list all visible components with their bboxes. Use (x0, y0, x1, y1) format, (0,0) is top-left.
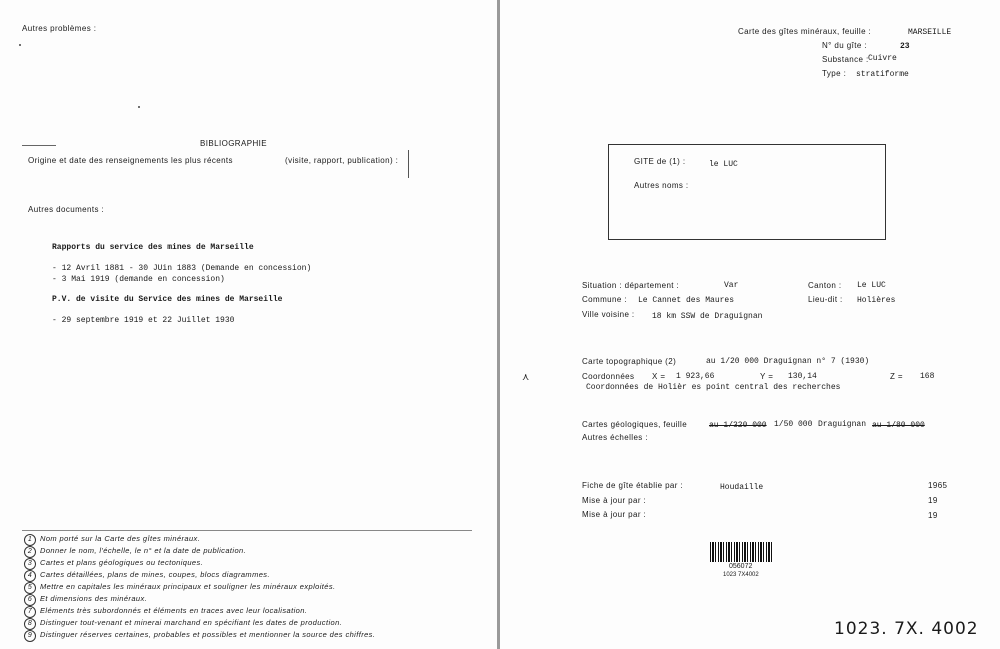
coordonnees-label: Coordonnées (582, 372, 635, 381)
gite-de-value: le LUC (709, 160, 738, 169)
y-label: Y = (760, 372, 774, 381)
mise-a-jour-year: 19 (928, 496, 938, 505)
z-label: Z = (890, 372, 903, 381)
lieu-dit-value: Holières (857, 296, 896, 305)
gite-number-value: 23 (900, 42, 910, 51)
heading-rule (22, 145, 56, 146)
ville-voisine-label: Ville voisine : (582, 310, 635, 319)
z-value: 168 (920, 372, 935, 381)
ref-line: Rapports du service des mines de Marseille (52, 243, 254, 252)
carte-feuille-label: Carte des gîtes minéraux, feuille : (738, 27, 872, 36)
footnote: 5 Mettre en capitales les minéraux principaux et souligner les minéraux exploités. (24, 582, 335, 594)
fiche-label: Fiche de gîte établie par : (582, 481, 684, 490)
page-fold (497, 0, 500, 649)
footnote: 4 Cartes détaillées, plans de mines, coupes, blocs diagrammes. (24, 570, 270, 582)
commune-label: Commune : (582, 295, 627, 304)
situation-label: Situation : département : (582, 281, 680, 290)
ref-line: - 12 Avril 1881 - 30 JUin 1883 (Demande en concession) (52, 264, 312, 273)
handwritten-reference: 1023. 7X. 4002 (834, 619, 979, 639)
type-label: Type : (822, 69, 847, 78)
ink-dot (19, 44, 21, 46)
cartes-geo-value2: Draguignan (818, 420, 867, 429)
substance-value: Cuivre (868, 54, 897, 63)
origine-label: Origine et date des renseignements les plus récents (28, 156, 233, 165)
autres-problemes-label: Autres problèmes : (22, 24, 97, 33)
type-value: stratiforme (856, 70, 909, 79)
carte-topo-label: Carte topographique (2) (582, 357, 677, 366)
footnote: 2 Donner le nom, l'échelle, le n° et la date de publication. (24, 546, 246, 558)
carte-feuille-value: MARSEILLE (908, 28, 952, 37)
origine-paren: (visite, rapport, publication) : (285, 156, 399, 165)
cartes-geo-label: Cartes géologiques, feuille (582, 420, 688, 429)
canton-value: Le LUC (857, 281, 886, 290)
bibliographie-heading: BIBLIOGRAPHIE (200, 139, 267, 148)
fiche-value: Houdaille (720, 483, 764, 492)
departement-value: Var (724, 281, 739, 290)
notes-rule (22, 530, 472, 531)
ref-line: - 3 Mai 1919 (demande en concession) (52, 275, 225, 284)
gite-number-label: N° du gîte : (822, 41, 867, 50)
ref-line: - 29 septembre 1919 et 22 Juillet 1930 (52, 316, 235, 325)
canton-label: Canton : (808, 281, 842, 290)
cartes-geo-strike2: au 1/80 000 (872, 421, 925, 430)
commune-value: Le Cannet des Maures (638, 296, 735, 305)
mise-a-jour-label: Mise à jour par : (582, 510, 647, 519)
footnote: 3 Cartes et plans géologiques ou tectoniques. (24, 558, 203, 570)
ref-line: P.V. de visite du Service des mines de Marseille (52, 295, 283, 304)
ville-voisine-value: 18 km SSW de Draguignan (652, 312, 763, 321)
footnote: 6 Et dimensions des minéraux. (24, 594, 147, 606)
ink-dot (138, 106, 140, 108)
lieu-dit-label: Lieu-dit : (808, 295, 843, 304)
barcode-number: 056072 (729, 563, 753, 570)
margin-tick (408, 150, 409, 178)
footnote: 1 Nom porté sur la Carte des gîtes minéraux. (24, 534, 200, 546)
mise-a-jour-year: 19 (928, 511, 938, 520)
footnote: 9 Distinguer réserves certaines, probables et possibles et mentionner la source des chiffres. (24, 630, 375, 642)
autres-echelles-label: Autres échelles : (582, 433, 648, 442)
footnote: 7 Eléments très subordonnés et éléments en traces avec leur localisation. (24, 606, 307, 618)
gite-de-label: GITE de (1) : (634, 157, 686, 166)
gite-box (608, 144, 886, 240)
mise-a-jour-label: Mise à jour par : (582, 496, 647, 505)
y-value: 130,14 (788, 372, 817, 381)
x-value: 1 923,66 (676, 372, 715, 381)
carte-topo-value: au 1/20 000 Draguignan n° 7 (1930) (706, 357, 870, 366)
footnote: 8 Distinguer tout-venant et minerai marchand en spécifiant les dates de production. (24, 618, 342, 630)
substance-label: Substance : (822, 55, 869, 64)
barcode (710, 542, 774, 562)
cartes-geo-strike: au 1/320 000 (709, 421, 767, 430)
autres-documents-label: Autres documents : (28, 205, 105, 214)
cartes-geo-value: 1/50 000 (774, 420, 813, 429)
barcode-ref: 1023 7X4002 (723, 572, 759, 578)
fiche-year: 1965 (928, 481, 948, 490)
x-label: X = (652, 372, 666, 381)
coord-note: Coordonnées de Holièr es point central des recherches (586, 383, 841, 392)
autres-noms-label: Autres noms : (634, 181, 689, 190)
margin-mark: ⋏ (522, 372, 530, 383)
